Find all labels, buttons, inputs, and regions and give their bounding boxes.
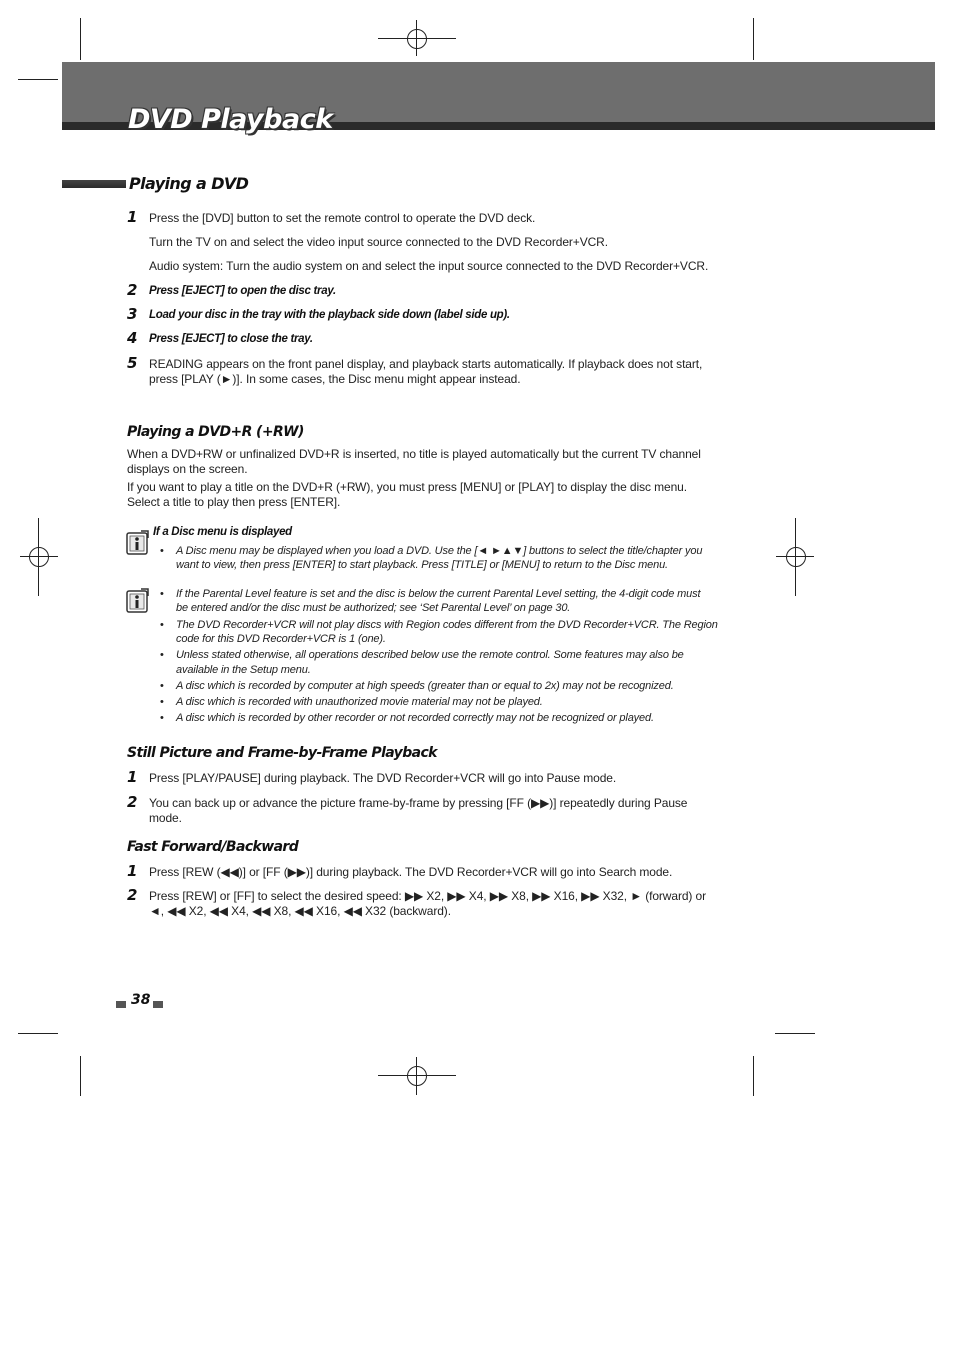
step-number: 3 xyxy=(127,305,138,323)
step-number: 2 xyxy=(127,281,138,299)
step-text: Press [EJECT] to open the disc tray. xyxy=(149,285,336,297)
registration-mark xyxy=(407,29,427,49)
note-bullet-text: If the Parental Level feature is set and the disc is below the current Parental Level setting, the 4-digit code must xyxy=(176,588,701,600)
crop-mark xyxy=(18,1033,58,1034)
bullet-dot: • xyxy=(160,588,164,600)
crop-mark xyxy=(753,1056,754,1096)
note-bullet-text: The DVD Recorder+VCR will not play discs with Region codes different from the DVD Recorder+VCR. The Region xyxy=(176,619,718,631)
bullet-dot: • xyxy=(160,680,164,692)
crop-mark xyxy=(753,18,754,60)
step-text: press [PLAY (►)]. In some cases, the Disc menu might appear instead. xyxy=(149,372,521,386)
paragraph-line: When a DVD+RW or unfinalized DVD+R is inserted, no title is played automatically but the current TV channel xyxy=(127,447,701,461)
note-bullet-text: available in the Setup menu. xyxy=(176,664,311,676)
section-heading-playing-dvd: Playing a DVD xyxy=(129,174,249,193)
info-icon xyxy=(126,588,150,614)
page-title: DVD Playback xyxy=(128,104,333,135)
paragraph-line: displays on the screen. xyxy=(127,462,248,476)
registration-mark xyxy=(29,547,49,567)
step-text: Press [PLAY/PAUSE] during playback. The DVD Recorder+VCR will go into Pause mode. xyxy=(149,771,617,785)
step-text: Press [REW (◀◀)] or [FF (▶▶)] during playback. The DVD Recorder+VCR will go into Search mode. xyxy=(149,865,673,879)
step-text: mode. xyxy=(149,811,182,825)
step-number: 4 xyxy=(127,329,138,347)
step-number: 5 xyxy=(127,354,138,372)
bullet-dot: • xyxy=(160,545,164,557)
step-number: 2 xyxy=(127,793,138,811)
note-heading: If a Disc menu is displayed xyxy=(153,526,292,538)
note-bullet-text: want to view, then press [ENTER] to start playback. Press [TITLE] or [MENU] to return to the Disc menu. xyxy=(176,559,668,571)
bullet-dot: • xyxy=(160,712,164,724)
step-text: READING appears on the front panel display, and playback starts automatically. If playback does not start, xyxy=(149,357,703,371)
registration-mark xyxy=(407,1066,427,1086)
paragraph-line: Select a title to play then press [ENTER]. xyxy=(127,495,341,509)
note-bullet-text: Unless stated otherwise, all operations described below use the remote control. Some features may also be xyxy=(176,649,684,661)
crop-mark xyxy=(775,1033,815,1034)
step-text: Load your disc in the tray with the playback side down (label side up). xyxy=(149,309,510,321)
step-text: Press [REW] or [FF] to select the desired speed: ▶▶ X2, ▶▶ X4, ▶▶ X8, ▶▶ X16, ▶▶ X32, ► (forward) or xyxy=(149,889,707,903)
page-number-marker xyxy=(153,1001,163,1008)
step-text: ◄, ◀◀ X2, ◀◀ X4, ◀◀ X8, ◀◀ X16, ◀◀ X32 (backward). xyxy=(149,904,451,918)
info-icon xyxy=(126,530,150,556)
step-text: Press the [DVD] button to set the remote control to operate the DVD deck. xyxy=(149,211,536,225)
note-bullet-text: A disc which is recorded with unauthorized movie material may not be played. xyxy=(176,696,543,708)
step-number: 1 xyxy=(127,768,138,786)
crop-mark xyxy=(80,18,81,60)
step-text: Turn the TV on and select the video input source connected to the DVD Recorder+VCR. xyxy=(149,235,608,249)
section-heading-still-picture: Still Picture and Frame-by-Frame Playback xyxy=(127,745,437,761)
step-number: 1 xyxy=(127,208,138,226)
step-text: You can back up or advance the picture frame-by-frame by pressing [FF (▶▶)] repeatedly during Pause xyxy=(149,796,688,810)
section-bar xyxy=(62,180,126,188)
crop-mark xyxy=(80,1056,81,1096)
note-bullet-text: A disc which is recorded by other recorder or not recorded correctly may not be recognized or played. xyxy=(176,712,654,724)
step-number: 2 xyxy=(127,886,138,904)
step-text: Audio system: Turn the audio system on and select the input source connected to the DVD Recorder+VCR. xyxy=(149,259,709,273)
page-number-marker xyxy=(116,1001,126,1008)
note-bullet-text: be entered and/or the disc must be authorized; see ‘Set Parental Level’ on page 30. xyxy=(176,602,571,614)
page-number: 38 xyxy=(131,992,151,1008)
note-bullet-text: A Disc menu may be displayed when you load a DVD. Use the [◄ ►▲▼] buttons to select the title/chapter you xyxy=(176,545,703,557)
section-heading-fast-forward: Fast Forward/Backward xyxy=(127,839,299,855)
step-text: Press [EJECT] to close the tray. xyxy=(149,333,313,345)
registration-mark xyxy=(786,547,806,567)
note-bullet-text: A disc which is recorded by computer at high speeds (greater than or equal to 2x) may not be recognized. xyxy=(176,680,674,692)
bullet-dot: • xyxy=(160,649,164,661)
section-heading-playing-dvdr: Playing a DVD+R (+RW) xyxy=(127,424,304,440)
bullet-dot: • xyxy=(160,619,164,631)
bullet-dot: • xyxy=(160,696,164,708)
step-number: 1 xyxy=(127,862,138,880)
crop-mark xyxy=(18,79,58,80)
paragraph-line: If you want to play a title on the DVD+R (+RW), you must press [MENU] or [PLAY] to display the disc menu. xyxy=(127,480,687,494)
note-bullet-text: code for this DVD Recorder+VCR is 1 (one). xyxy=(176,633,386,645)
